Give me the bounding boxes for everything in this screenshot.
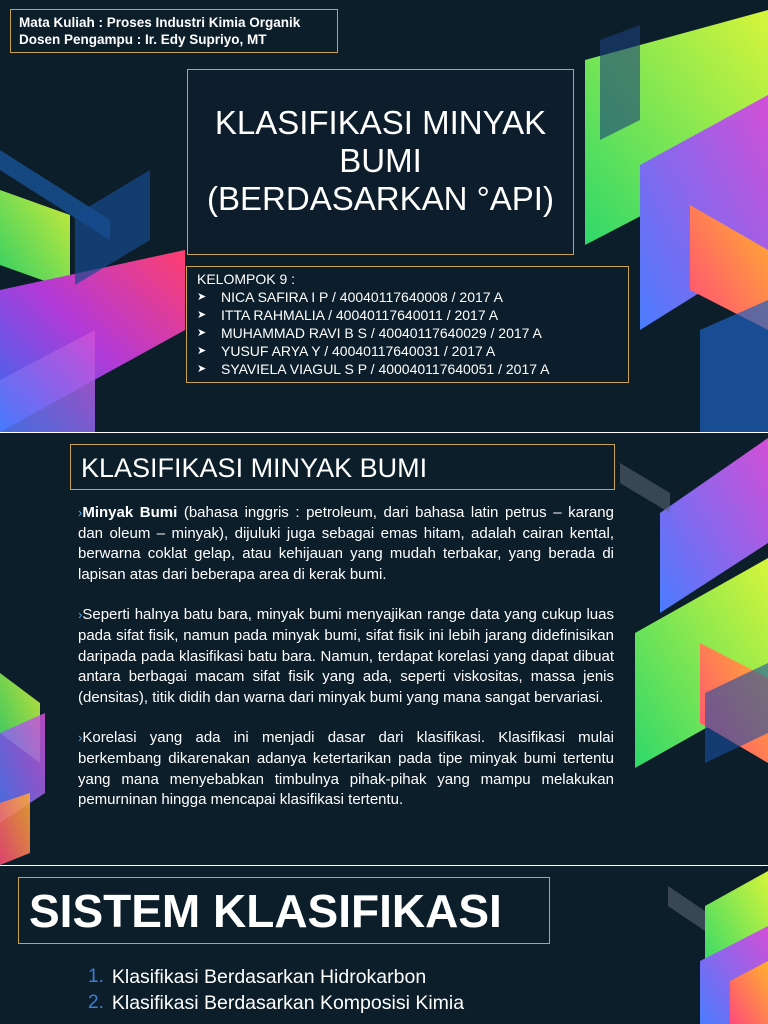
section-title: KLASIFIKASI MINYAK BUMI	[81, 453, 428, 483]
paragraph-2: ›Seperti halnya batu bara, minyak bumi menyajikan range data yang cukup luas pada sifat fisik, namun pada minyak bumi, sifat fisik ini lebih jarang didefinisikan daripada pada klasifikasi batu bara. Namun, terdapat korelasi yang dapat dibuat antara berbagai macam sifat fisik yang ada, seperti viskositas, massa jenis (densitas), titik didih dan warna dari minyak bumi yang mana sangat bervariasi.	[78, 606, 614, 706]
list-item: ➤ ITTA RAHMALIA / 40040117640011 / 2017 A	[197, 307, 499, 323]
arrow-bullet-icon: ➤	[197, 291, 207, 303]
list-item: ➤ MUHAMMAD RAVI B S / 40040117640029 / 2017 A	[197, 325, 542, 341]
paragraph-marker-icon: ›	[78, 505, 83, 520]
paragraph-1: ›Minyak Bumi (bahasa inggris : petroleum, dari bahasa latin petrus – karang dan oleum – minyak), dijuluki juga sebagai emas hitam, adalah cairan kental, berwarna coklat gelap, atau kehijauan yang mudah terbakar, yang berada di lapisan atas dari beberapa area di kerak bumi.	[78, 504, 614, 583]
member-list	[197, 288, 618, 378]
list-item: ➤ YUSUF ARYA Y / 40040117640031 / 2017 A	[197, 343, 496, 359]
main-title-box	[187, 69, 574, 255]
section-title-box	[18, 877, 550, 944]
list-item: ➤ NICA SAFIRA I P / 40040117640008 / 2017 A	[197, 289, 504, 305]
lecturer-name: Dosen Pengampu : Ir. Edy Supriyo, MT	[19, 32, 267, 47]
arrow-bullet-icon: ➤	[197, 363, 207, 375]
list-item: ➤ SYAVIELA VIAGUL S P / 400040117640051 / 2017 A	[197, 361, 550, 377]
arrow-bullet-icon: ➤	[197, 309, 207, 321]
slide-system	[0, 866, 768, 1024]
group-members-box	[186, 266, 629, 383]
term-minyak-bumi: Minyak Bumi	[82, 504, 178, 521]
course-info-box	[10, 9, 338, 53]
course-name: Mata Kuliah : Proses Industri Kimia Organik	[19, 15, 301, 30]
classification-list	[88, 964, 464, 1016]
list-item: 1. Klasifikasi Berdasarkan Hidrokarbon	[88, 966, 427, 988]
paragraph-3: ›Korelasi yang ada ini menjadi dasar dari klasifikasi. Klasifikasi mulai berkembang dikarenakan adanya ketertarikan pada tipe minyak bumi tertentu yang mana menyebabkan timbulnya pihak-pihak yang mampu melakukan pemurninan hingga mencapai klasifikasi tertentu.	[78, 729, 614, 809]
main-title-line3: (BERDASARKAN °API)	[207, 180, 554, 217]
paragraph-marker-icon: ›	[78, 607, 83, 623]
slide-classification	[0, 433, 768, 865]
section-title: SISTEM KLASIFIKASI	[29, 885, 502, 937]
arrow-bullet-icon: ➤	[197, 345, 207, 357]
group-label: KELOMPOK 9 :	[197, 271, 296, 287]
list-item: 2. Klasifikasi Berdasarkan Komposisi Kimia	[88, 992, 465, 1014]
main-title-line2: BUMI	[339, 142, 422, 179]
main-title-line1: KLASIFIKASI MINYAK	[214, 104, 547, 141]
paragraph-marker-icon: ›	[78, 730, 83, 746]
arrow-bullet-icon: ➤	[197, 327, 207, 339]
section-title-box	[70, 444, 615, 490]
body-text	[78, 503, 614, 831]
slide-title	[0, 0, 768, 432]
